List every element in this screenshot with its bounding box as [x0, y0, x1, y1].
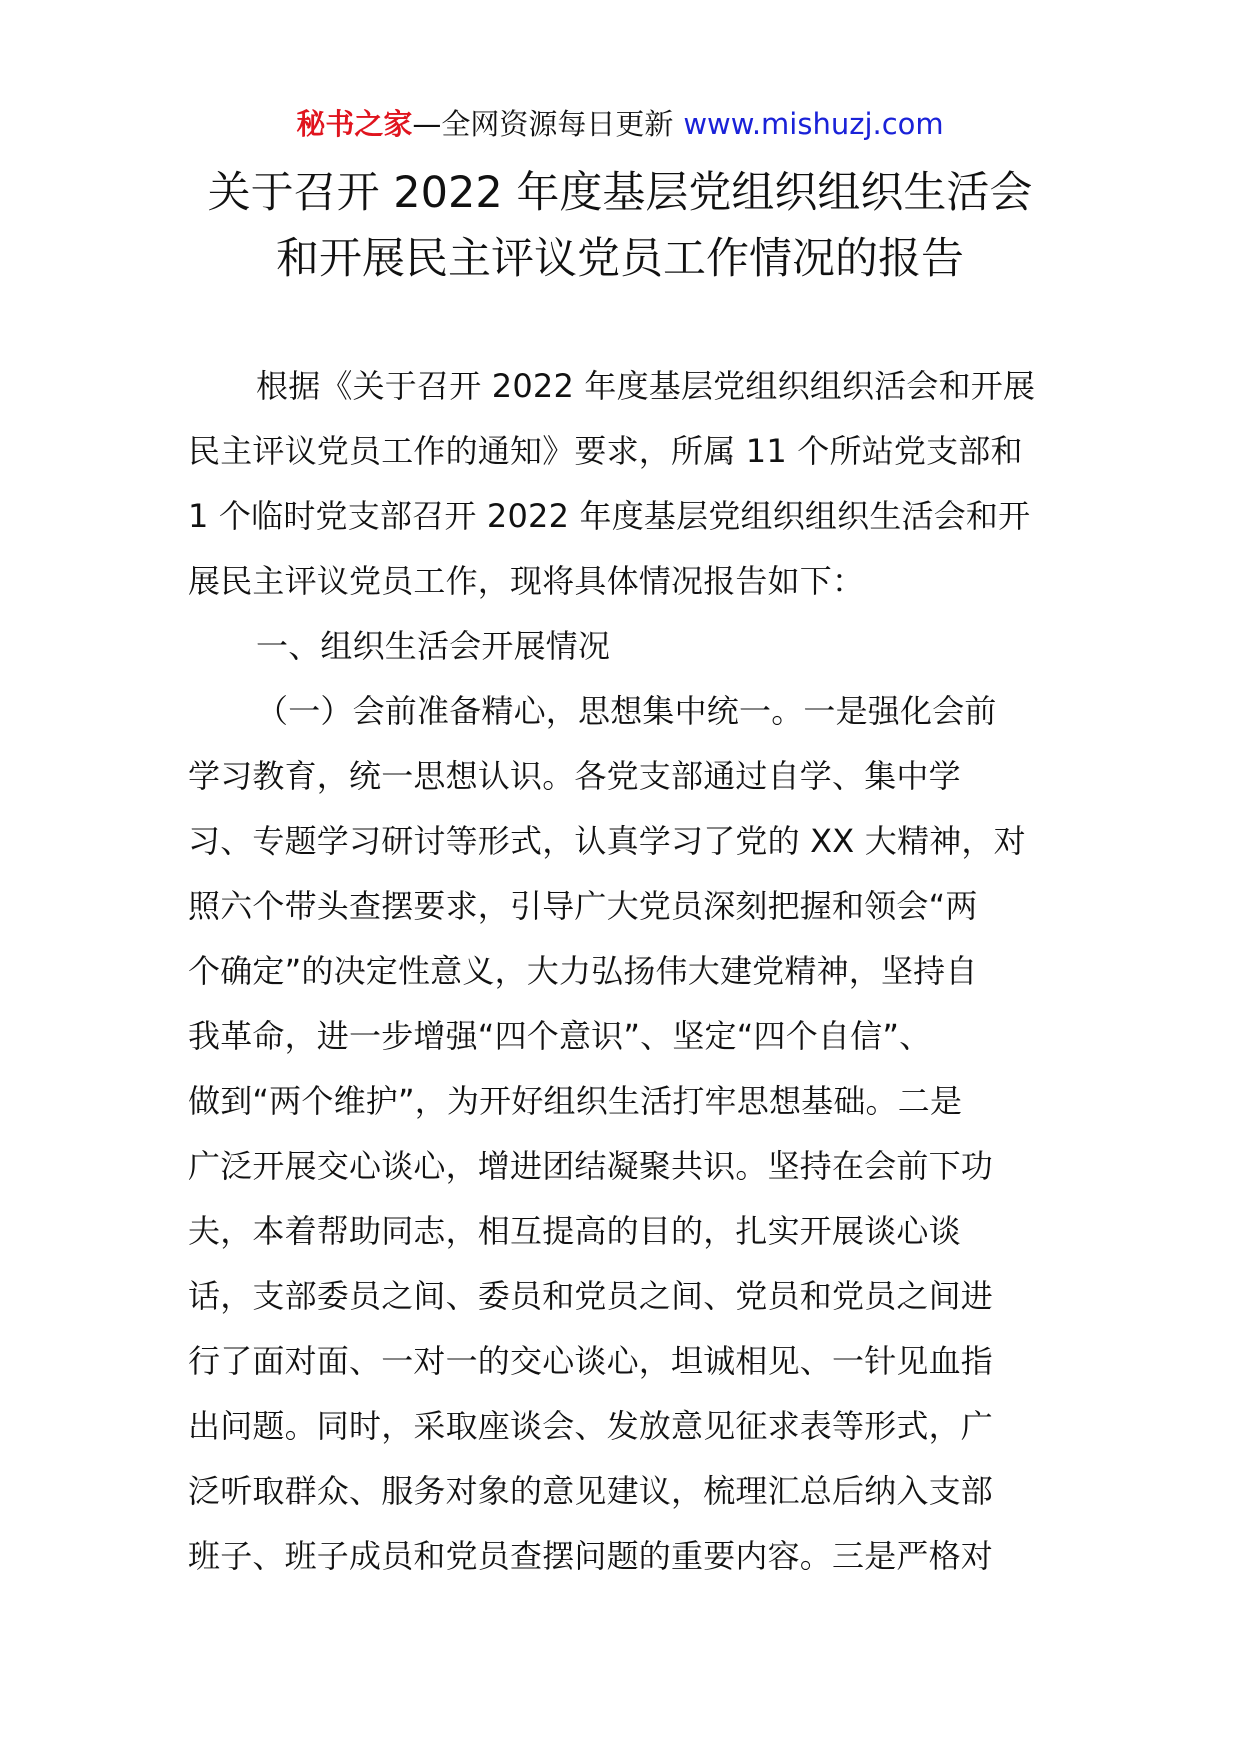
- body-line: 泛听取群众、服务对象的意见建议，梳理汇总后纳入支部: [188, 1472, 994, 1510]
- body-line: 展民主评议党员工作，现将具体情况报告如下：: [188, 562, 865, 600]
- body-line: 夫，本着帮助同志，相互提高的目的，扎实开展谈心谈: [188, 1212, 961, 1250]
- body-line: 根据《关于召开 2022 年度基层党组织组织活会和开展: [256, 367, 1036, 405]
- body-line: （一）会前准备精心，思想集中统一。一是强化会前: [256, 692, 997, 730]
- brand-name: 秘书之家: [296, 107, 413, 141]
- title-line-1: 关于召开 2022 年度基层党组织组织生活会: [207, 168, 1033, 218]
- body-line: 1 个临时党支部召开 2022 年度基层党组织组织生活会和开: [188, 497, 1031, 535]
- body-line: 班子、班子成员和党员查摆问题的重要内容。三是严格对: [188, 1537, 994, 1575]
- body-line: 行了面对面、一对一的交心谈心，坦诚相见、一针见血指: [188, 1342, 994, 1380]
- body-line: 话，支部委员之间、委员和党员之间、党员和党员之间进: [188, 1277, 994, 1315]
- body-line: 民主评议党员工作的通知》要求，所属 11 个所站党支部和: [188, 432, 1023, 470]
- section-heading: 一、组织生活会开展情况: [256, 627, 611, 665]
- document-title: [120, 160, 1120, 292]
- header-tagline: —全网资源每日更新: [412, 107, 674, 141]
- document-body: [188, 354, 1058, 1589]
- site-header: [0, 102, 1240, 146]
- site-url-link[interactable]: www.mishuzj.com: [683, 107, 944, 141]
- body-line: 我革命，进一步增强“四个意识”、坚定“四个自信”、: [188, 1017, 932, 1055]
- body-line: 广泛开展交心谈心，增进团结凝聚共识。坚持在会前下功: [188, 1147, 994, 1185]
- body-line: 照六个带头查摆要求，引导广大党员深刻把握和领会“两: [188, 887, 978, 925]
- body-line: 出问题。同时，采取座谈会、发放意见征求表等形式，广: [188, 1407, 994, 1445]
- body-line: 做到“两个维护”，为开好组织生活打牢思想基础。二是: [188, 1082, 963, 1120]
- title-line-2: 和开展民主评议党员工作情况的报告: [276, 234, 964, 284]
- body-line: 个确定”的决定性意义，大力弘扬伟大建党精神，坚持自: [188, 952, 978, 990]
- body-line: 习、专题学习研讨等形式，认真学习了党的 XX 大精神，对: [188, 822, 1026, 860]
- body-line: 学习教育，统一思想认识。各党支部通过自学、集中学: [188, 757, 961, 795]
